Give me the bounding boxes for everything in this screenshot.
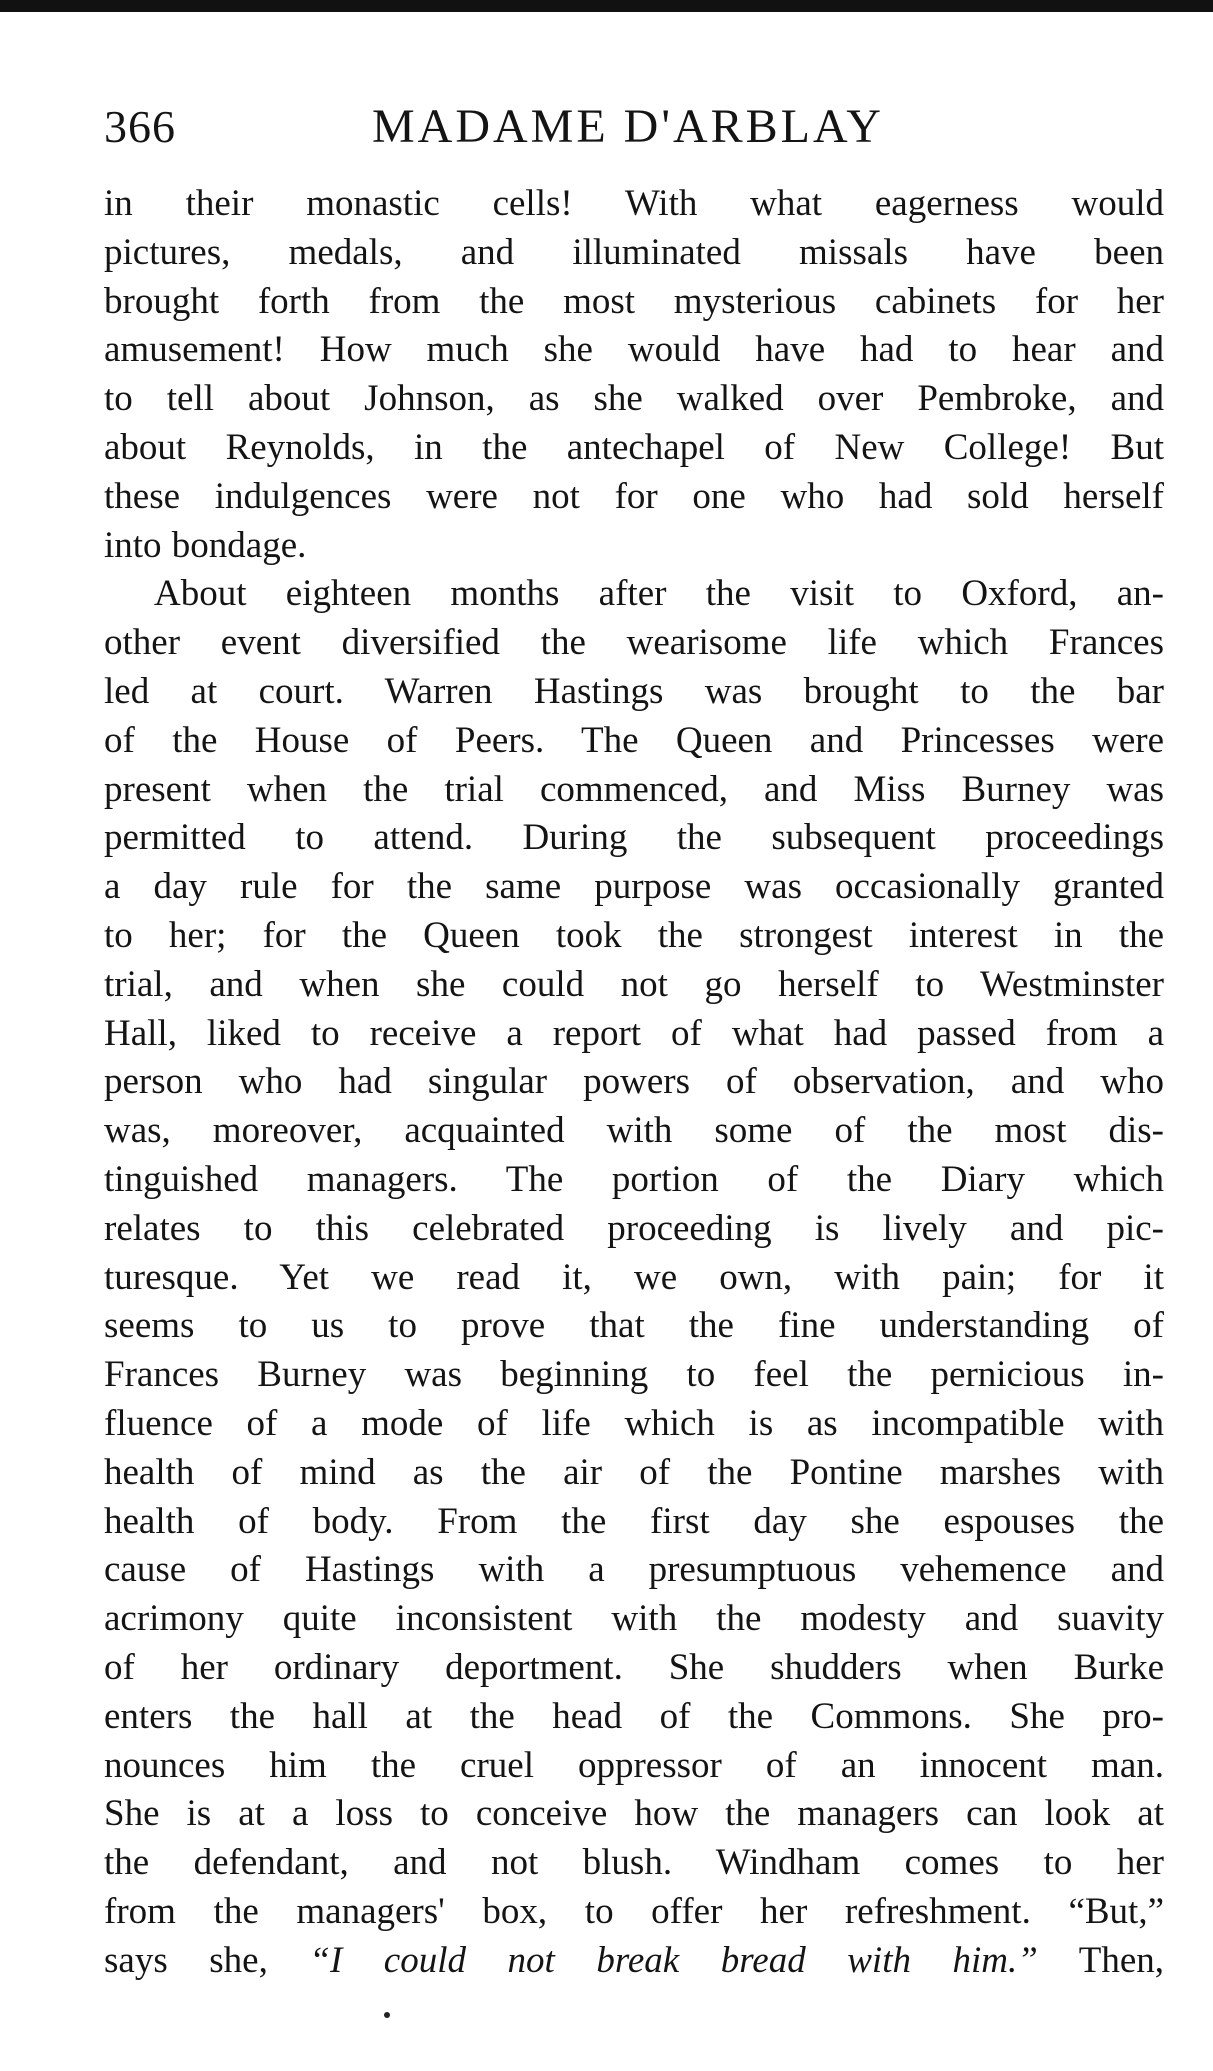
text-line: brought forth from the most mysterious cabinets for her xyxy=(104,280,1164,322)
text-line: tinguished managers. The portion of the Diary which xyxy=(104,1158,1164,1200)
text-line: health of mind as the air of the Pontine marshes with xyxy=(104,1451,1164,1493)
text-line: cause of Hastings with a presumptuous vehemence and xyxy=(104,1549,1164,1591)
running-title: MADAME D'ARBLAY xyxy=(372,100,884,153)
text-line: present when the trial commenced, and Miss Burney was xyxy=(104,768,1164,810)
text-line: of the House of Peers. The Queen and Princesses were xyxy=(104,719,1164,761)
top-rule xyxy=(0,0,1213,12)
text-line: pictures, medals, and illuminated missals have been xyxy=(104,231,1164,273)
text-line-final xyxy=(104,1937,1164,1986)
text-line: about Reynolds, in the antechapel of New College! But xyxy=(104,426,1164,468)
text-line: of her ordinary deportment. She shudders when Burke xyxy=(104,1646,1164,1688)
text-line: relates to this celebrated proceeding is lively and pic- xyxy=(104,1207,1164,1249)
text-line: About eighteen months after the visit to Oxford, an- xyxy=(154,573,1164,615)
text-line: in their monastic cells! With what eagerness would xyxy=(104,183,1164,224)
page-header xyxy=(104,92,1164,162)
page-number: 366 xyxy=(104,101,176,152)
text-line: enters the hall at the head of the Commons. She pro- xyxy=(104,1695,1164,1737)
text-line: led at court. Warren Hastings was brought to the bar xyxy=(104,670,1164,712)
text-line: fluence of a mode of life which is as incompatible with xyxy=(104,1402,1164,1444)
text-line: other event diversified the wearisome life which Frances xyxy=(104,622,1164,664)
text-line: from the managers' box, to offer her refreshment. “But,” xyxy=(104,1890,1164,1932)
text-line: these indulgences were not for one who had sold herself xyxy=(104,475,1164,517)
text-line: seems to us to prove that the fine understanding of xyxy=(104,1305,1164,1347)
text-line: turesque. Yet we read it, we own, with pain; for it xyxy=(104,1256,1164,1298)
text-line: was, moreover, acquainted with some of the most dis- xyxy=(104,1110,1164,1152)
text-line: into bondage. xyxy=(104,524,307,566)
text-line: amusement! How much she would have had to hear and xyxy=(104,329,1164,371)
text-line: health of body. From the first day she espouses the xyxy=(104,1500,1164,1542)
text-line: Frances Burney was beginning to feel the pernicious in- xyxy=(104,1354,1164,1396)
final-line-lead: says she, xyxy=(104,1939,268,1981)
text-line: acrimony quite inconsistent with the modesty and suavity xyxy=(104,1598,1164,1640)
text-line: She is at a loss to conceive how the managers can look at xyxy=(104,1793,1164,1835)
text-line: nounces him the cruel oppressor of an innocent man. xyxy=(104,1744,1164,1786)
text-line: trial, and when she could not go herself to Westminster xyxy=(104,963,1164,1005)
text-line: to tell about Johnson, as she walked over Pembroke, and xyxy=(104,378,1164,420)
text-line: person who had singular powers of observation, and who xyxy=(104,1061,1164,1103)
text-line: permitted to attend. During the subsequent proceedings xyxy=(104,817,1164,859)
text-line: the defendant, and not blush. Windham comes to her xyxy=(104,1842,1164,1884)
body-text xyxy=(104,180,1164,1985)
text-line: a day rule for the same purpose was occasionally granted xyxy=(104,866,1164,908)
printed-dot-mark xyxy=(384,2012,390,2018)
text-line: Hall, liked to receive a report of what had passed from a xyxy=(104,1012,1164,1054)
final-line-tail: Then, xyxy=(1078,1939,1165,1981)
text-line: to her; for the Queen took the strongest interest in the xyxy=(104,914,1164,956)
quotation: “I could not break bread with him.” xyxy=(309,1939,1038,1981)
